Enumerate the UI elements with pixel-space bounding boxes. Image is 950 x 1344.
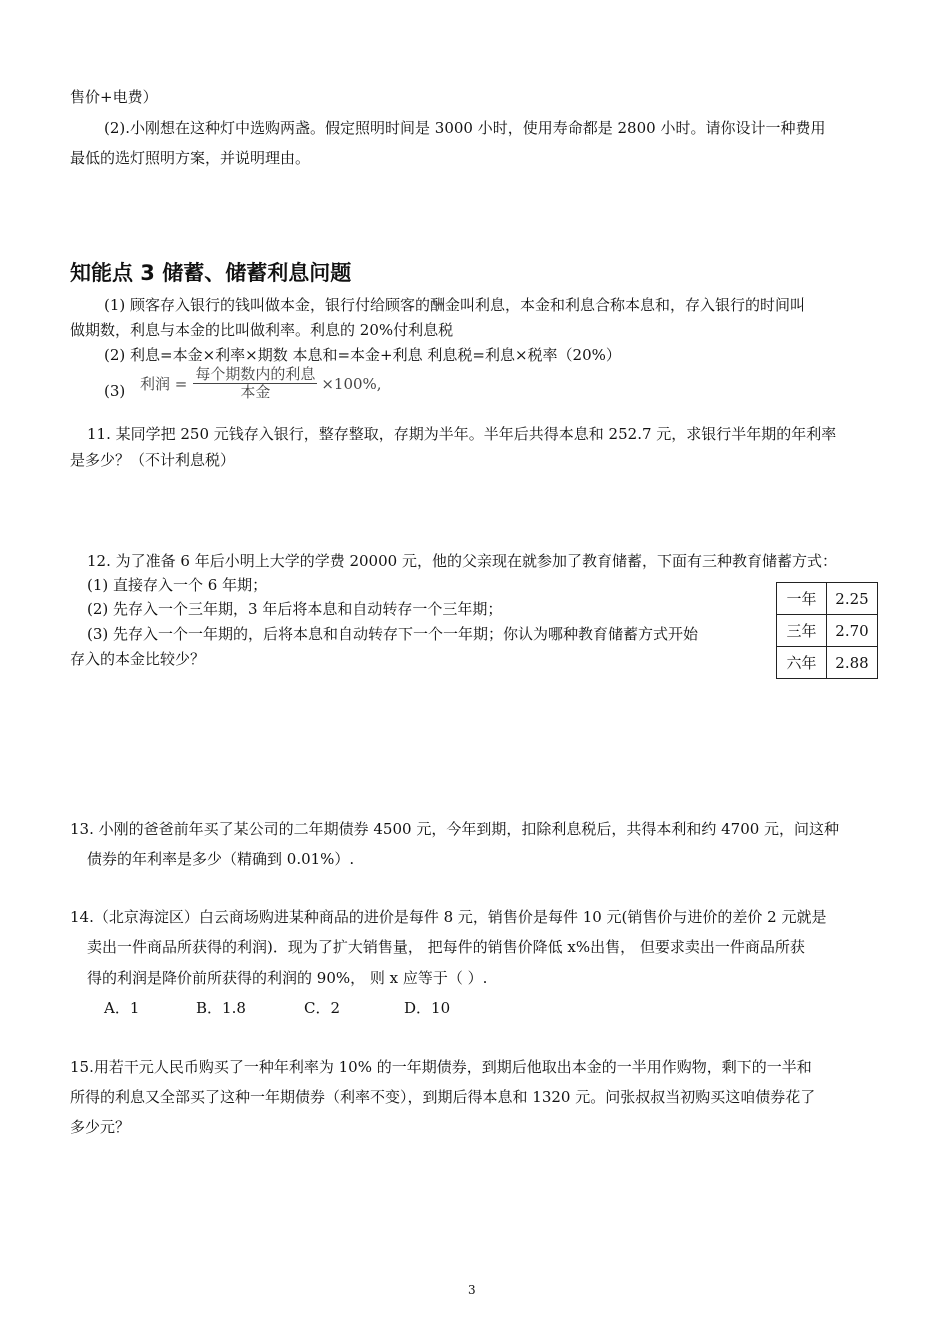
- item-label: (3): [104, 382, 126, 400]
- text-line: 售价+电费）: [70, 88, 158, 106]
- table-cell: 2.88: [827, 647, 878, 679]
- question-13-cont: 债券的年利率是多少（精确到 0.01%）.: [87, 850, 355, 868]
- question-15-cont: 多少元？: [70, 1118, 131, 1136]
- section-heading: 知能点 3 储蓄、储蓄利息问题: [70, 261, 352, 285]
- option-a: A．1: [104, 999, 140, 1017]
- table-cell: 六年: [777, 647, 827, 679]
- question-15-cont: 所得的利息又全部买了这种一年期债券（利率不变），到期后得本息和 1320 元。问张叔叔当初购买这咱债券花了: [70, 1088, 816, 1106]
- formula-denominator: 本金: [240, 383, 271, 401]
- question-12-option: (2) 先存入一个三年期，3 年后将本息和自动转存一个三年期；: [87, 600, 503, 618]
- formula-numerator: 每个期数内的利息: [195, 365, 316, 383]
- option-d: D．10: [404, 999, 451, 1017]
- table-row: [777, 647, 878, 679]
- question-12-cont: 存入的本金比较少？: [70, 650, 206, 668]
- text-line: (2).小刚想在这种灯中选购两盏。假定照明时间是 3000 小时，使用寿命都是 2800 小时。请你设计一种费用: [104, 119, 826, 137]
- text-line: 最低的选灯照明方案，并说明理由。: [70, 149, 311, 167]
- table-cell: 三年: [777, 615, 827, 647]
- fraction: [193, 366, 317, 401]
- text-line: (2) 利息=本金×利率×期数 本息和=本金+利息 利息税=利息×税率（20%）: [104, 346, 621, 364]
- option-b: B．1.8: [196, 999, 246, 1017]
- interest-rate-table: [776, 582, 878, 679]
- page-number: 3: [468, 1283, 476, 1297]
- option-c: C．2: [304, 999, 341, 1017]
- question-14-cont: 卖出一件商品所获得的利润)．现为了扩大销售量， 把每件的销售价降低 x%出售， 但要求卖出一件商品所获: [87, 938, 805, 956]
- question-15: 15.用若干元人民币购买了一种年利率为 10% 的一年期债券，到期后他取出本金的一半用作购物，剩下的一半和: [70, 1058, 812, 1076]
- formula-lhs: 利润 =: [140, 375, 188, 393]
- table-cell: 2.25: [827, 583, 878, 615]
- question-12-option: (3) 先存入一个一年期的，后将本息和自动转存下一个一年期；你认为哪种教育储蓄方式开始: [87, 625, 699, 643]
- text-line: (1) 顾客存入银行的钱叫做本金，银行付给顾客的酬金叫利息，本金和利息合称本息和，存入银行的时间叫: [104, 296, 806, 314]
- table-row: [777, 615, 878, 647]
- table-row: [777, 583, 878, 615]
- table-cell: 2.70: [827, 615, 878, 647]
- question-12: 12. 为了准备 6 年后小明上大学的学费 20000 元，他的父亲现在就参加了教育储蓄，下面有三种教育储蓄方式：: [87, 552, 837, 570]
- question-13: 13. 小刚的爸爸前年买了某公司的二年期债券 4500 元，今年到期，扣除利息税后，共得本利和约 4700 元，问这种: [70, 820, 840, 838]
- profit-formula: [140, 366, 382, 401]
- question-11: 11. 某同学把 250 元钱存入银行，整存整取，存期为半年。半年后共得本息和 252.7 元，求银行半年期的年利率: [87, 425, 837, 443]
- question-14: 14.（北京海淀区）白云商场购进某种商品的进价是每件 8 元，销售价是每件 10 元(销售价与进价的差价 2 元就是: [70, 908, 827, 926]
- question-12-option: (1) 直接存入一个 6 年期；: [87, 576, 268, 594]
- question-14-cont: 得的利润是降价前所获得的利润的 90%， 则 x 应等于（ ）.: [87, 969, 488, 987]
- table-cell: 一年: [777, 583, 827, 615]
- formula-rhs: ×100%,: [321, 374, 382, 393]
- question-11-cont: 是多少？（不计利息税）: [70, 451, 236, 469]
- text-line: 做期数，利息与本金的比叫做利率。利息的 20%付利息税: [70, 321, 454, 339]
